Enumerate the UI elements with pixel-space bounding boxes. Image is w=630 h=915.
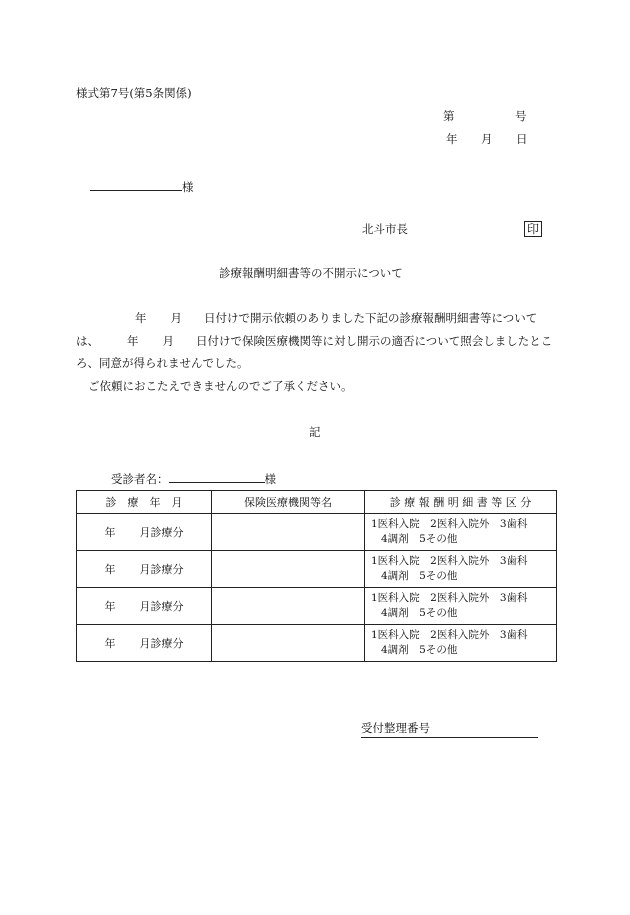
patient-name-label: 受診者名： xyxy=(111,472,169,486)
treatment-month-cell: 年 月診療分 xyxy=(77,625,212,662)
header-institution: 保険医療機関等名 xyxy=(212,491,365,514)
kubun-cell: 1医科入院 2医科入院外 3歯科 4調剤 5その他 xyxy=(365,625,557,662)
patient-name-suffix: 様 xyxy=(264,472,276,486)
institution-cell xyxy=(212,625,365,662)
table-row xyxy=(77,588,557,625)
header-kubun: 診 療 報 酬 明 細 書 等 区 分 xyxy=(365,491,557,514)
issuer-title: 北斗市長 xyxy=(362,222,408,236)
form-code: 様式第7号(第5条関係) xyxy=(76,86,192,100)
document-number-suffix: 号 xyxy=(515,109,527,123)
treatment-month-cell: 年 月診療分 xyxy=(77,514,212,551)
receipt-number-line xyxy=(361,723,538,738)
body-paragraph-1: 年 月 日付けで開示依頼のありました下記の診療報酬明細書等については、 年 月 日付けで保険医療機関等に対し開示の適否について照会しましたところ、同意が得られませんでした。 xyxy=(76,311,553,370)
addressee-suffix: 様 xyxy=(182,180,194,194)
date-day: 日 xyxy=(516,132,528,146)
treatment-month-cell: 年 月診療分 xyxy=(77,588,212,625)
patient-name-blank xyxy=(169,470,265,483)
institution-cell xyxy=(212,551,365,588)
table-header-row xyxy=(77,491,557,514)
kubun-cell: 1医科入院 2医科入院外 3歯科 4調剤 5その他 xyxy=(365,588,557,625)
header-treatment-month: 診 療 年 月 xyxy=(77,491,212,514)
document-subject: 診療報酬明細書等の不開示について xyxy=(219,266,403,280)
table-row xyxy=(77,625,557,662)
document-number-prefix: 第 xyxy=(443,109,455,123)
kubun-cell: 1医科入院 2医科入院外 3歯科 4調剤 5その他 xyxy=(365,514,557,551)
addressee-blank xyxy=(90,178,182,191)
ki-heading: 記 xyxy=(309,425,321,439)
receipt-number-label: 受付整理番号 xyxy=(361,721,430,735)
date-year: 年 xyxy=(446,132,458,146)
patient-name-line xyxy=(111,470,276,486)
institution-cell xyxy=(212,514,365,551)
kubun-cell: 1医科入院 2医科入院外 3歯科 4調剤 5その他 xyxy=(365,551,557,588)
date-month: 月 xyxy=(481,132,493,146)
body-paragraph-2: ご依頼におこたえできませんのでご了承ください。 xyxy=(88,378,353,393)
table-row xyxy=(77,551,557,588)
seal-stamp: 印 xyxy=(524,221,542,237)
table-row xyxy=(77,514,557,551)
addressee-line xyxy=(90,178,194,194)
records-table xyxy=(76,490,557,662)
treatment-month-cell: 年 月診療分 xyxy=(77,551,212,588)
body-text xyxy=(76,307,560,397)
institution-cell xyxy=(212,588,365,625)
